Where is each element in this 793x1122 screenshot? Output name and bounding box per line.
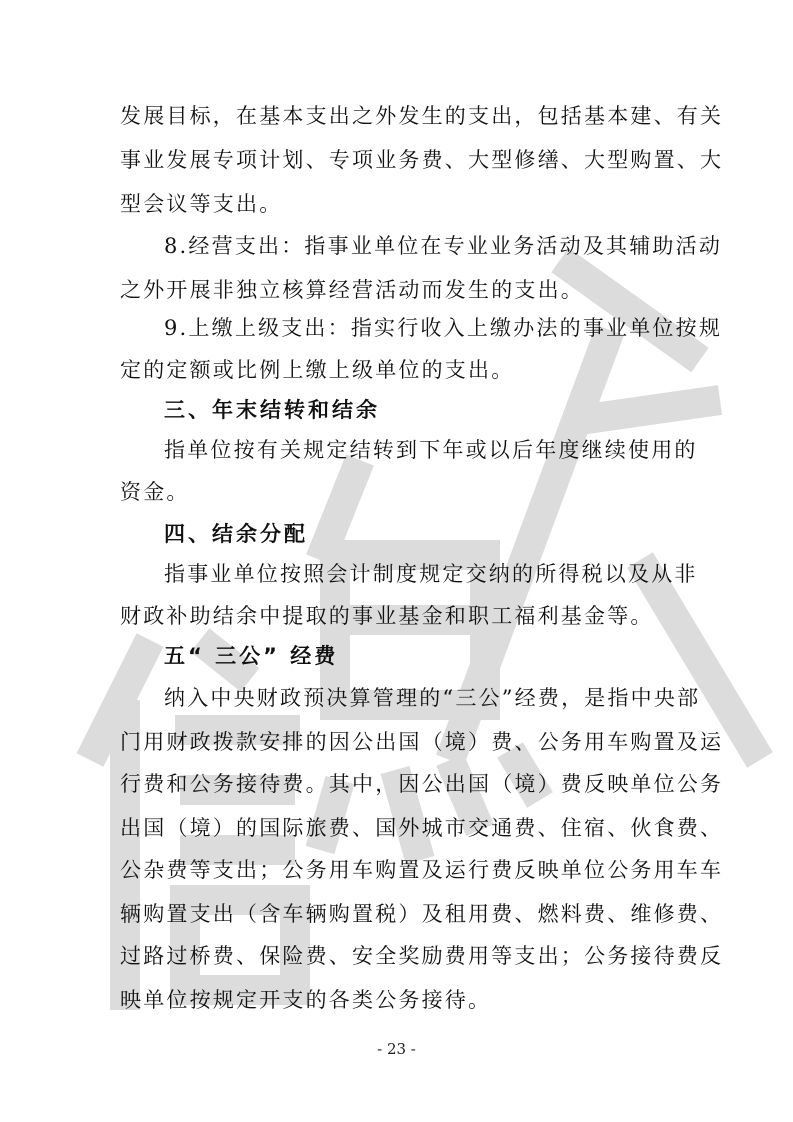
paragraph-line: 映单位按规定开支的各类公务接待。 — [120, 988, 492, 1012]
section-heading: 三、年末结转和结余 — [164, 398, 380, 422]
paragraph-line: 辆购置支出（含车辆购置税）及租用费、燃料费、维修费、 — [120, 902, 724, 926]
paragraph-line: 发展目标，在基本支出之外发生的支出，包括基本建、有关 — [120, 104, 724, 128]
paragraph-line: 行费和公务接待费。其中，因公出国（境）费反映单位公务 — [120, 772, 724, 796]
paragraph-line: 资金。 — [120, 480, 190, 504]
paragraph-line: 事业发展专项计划、专项业务费、大型修缮、大型购置、大 — [120, 148, 724, 172]
paragraph-line: 门用财政拨款安排的因公出国（境）费、公务用车购置及运 — [120, 730, 724, 754]
section-heading: 四、结余分配 — [164, 522, 308, 546]
paragraph-line: 公杂费等支出；公务用车购置及运行费反映单位公务用车车 — [120, 858, 724, 882]
paragraph-line: 指单位按有关规定结转到下年或以后年度继续使用的 — [164, 438, 698, 462]
paragraph-line: 纳入中央财政预决算管理的“三公”经费，是指中央部 — [164, 686, 701, 710]
paragraph-line: 指事业单位按照会计制度规定交纳的所得税以及从非 — [164, 562, 698, 586]
paragraph-line: 9.上缴上级支出：指实行收入上缴办法的事业单位按规 — [164, 316, 723, 340]
paragraph-line: 出国（境）的国际旅费、国外城市交通费、住宿、伙食费、 — [120, 816, 724, 840]
section-heading: 五“ 三公” 经费 — [164, 644, 339, 668]
page-number: - 23 - — [377, 1040, 416, 1058]
paragraph-line: 过路过桥费、保险费、安全奖励费用等支出；公务接待费反 — [120, 944, 724, 968]
paragraph-line: 定的定额或比例上缴上级单位的支出。 — [120, 358, 515, 382]
paragraph-line: 财政补助结余中提取的事业基金和职工福利基金等。 — [120, 604, 654, 628]
paragraph-line: 型会议等支出。 — [120, 192, 283, 216]
paragraph-line: 之外开展非独立核算经营活动而发生的支出。 — [120, 278, 584, 302]
paragraph-line: 8.经营支出：指事业单位在专业业务活动及其辅助活动 — [164, 234, 723, 258]
